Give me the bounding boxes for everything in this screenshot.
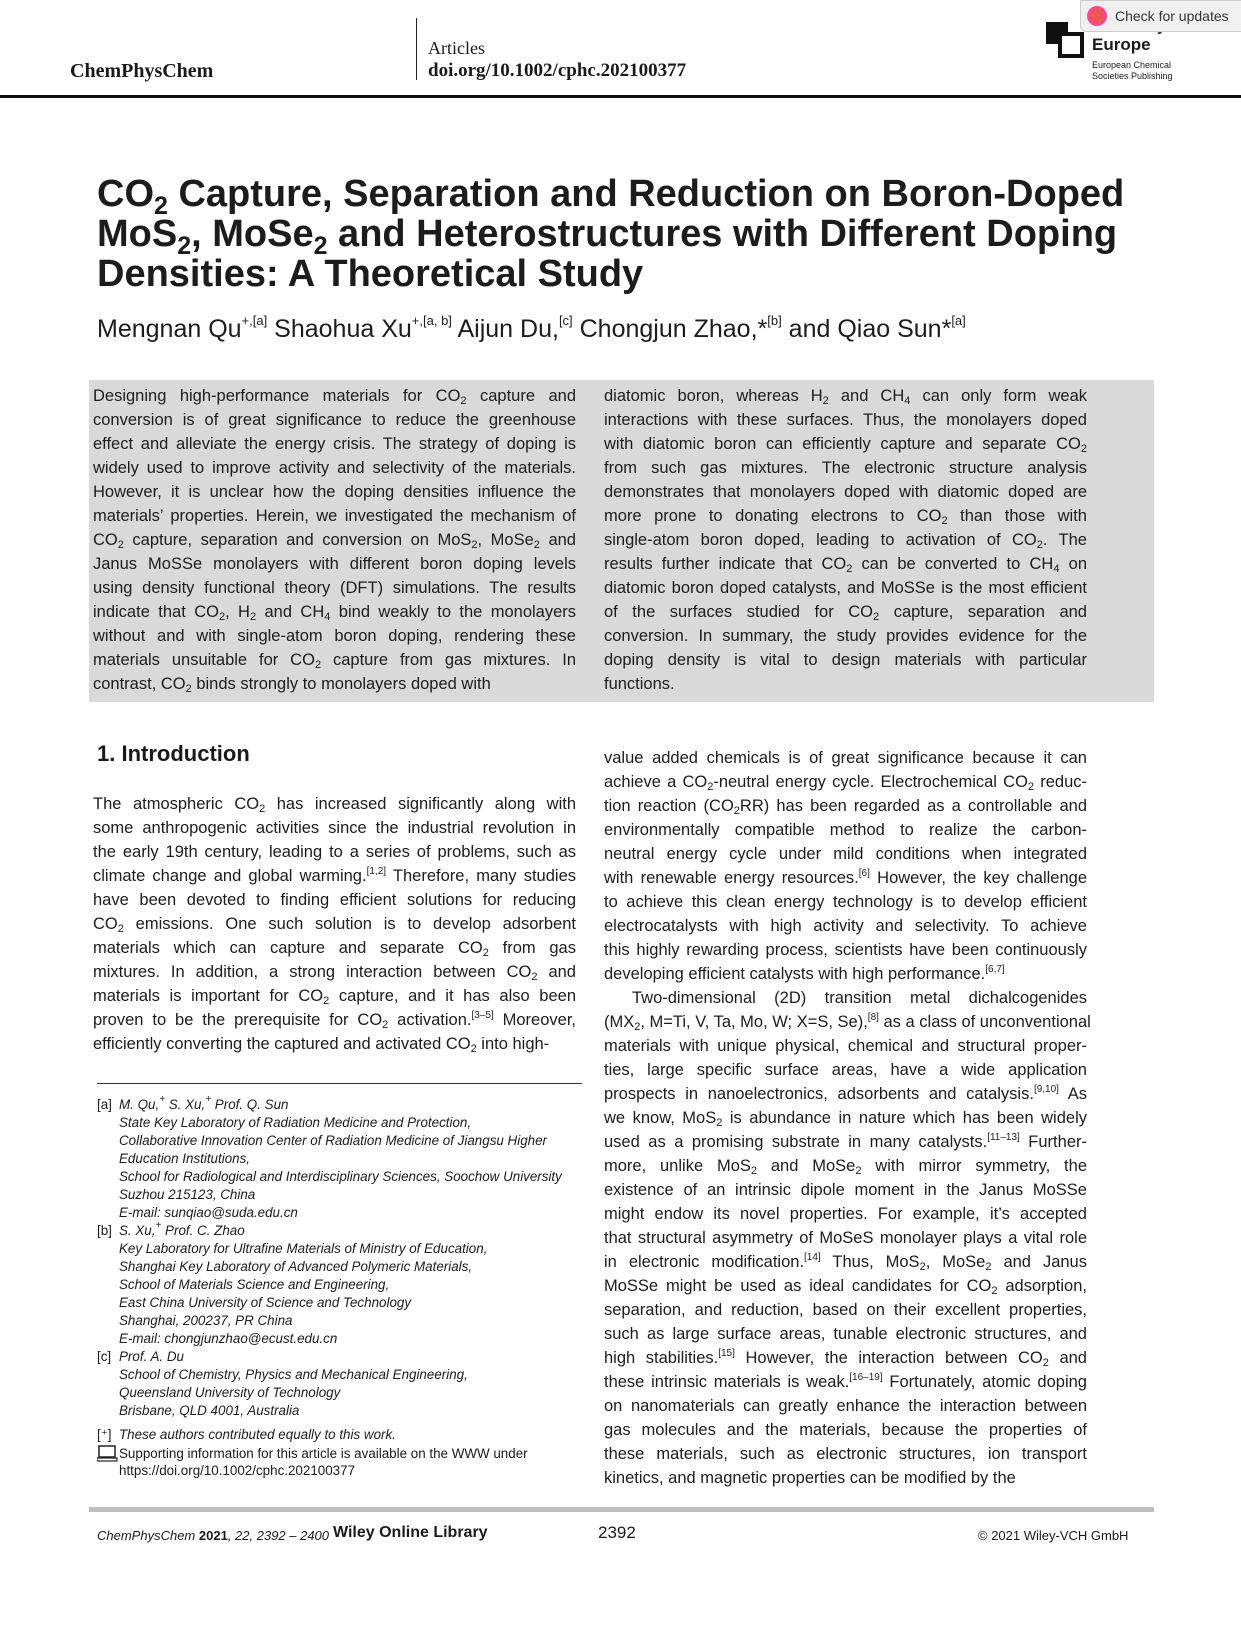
- check-for-updates-button[interactable]: [1080, 0, 1241, 32]
- text-line: existence of an intrinsic dipole moment in the Janus MoSSe: [604, 1181, 1087, 1199]
- text-line: with renewable energy resources.[6] However, the key challenge: [604, 868, 1087, 887]
- text-line: used as a promising substrate in many catalysts.[11–13] Further-: [604, 1132, 1087, 1151]
- footnote-line: School of Materials Science and Engineering,: [119, 1277, 390, 1292]
- footnote-line: School for Radiological and Interdisciplinary Sciences, Soochow University: [119, 1169, 562, 1184]
- footnote-line: Prof. A. Du: [119, 1349, 184, 1364]
- text-line: Janus MoSSe monolayers with different boron doping levels: [93, 555, 576, 573]
- footnote: [97, 1222, 587, 1348]
- text-line: demonstrates that monolayers doped with diatomic doped are: [604, 483, 1087, 501]
- text-line: such as large surface areas, tunable electronic structures, and: [604, 1325, 1087, 1343]
- text-line: these intrinsic materials is weak.[16–19] Fortunately, atomic doping: [604, 1372, 1087, 1391]
- text-line: doping density is vital to design materials with particular: [604, 651, 1087, 669]
- doi-link[interactable]: doi.org/10.1002/cphc.202100377: [428, 60, 687, 81]
- footnote-tag: [a]: [97, 1097, 112, 1112]
- footnote-tag: [b]: [97, 1223, 112, 1238]
- text-line: that structural asymmetry of MoSeS monolayer plays a vital role: [604, 1229, 1087, 1247]
- text-line: single-atom boron doped, leading to activation of $CO_2$. The: [604, 531, 1087, 551]
- text-line: effect and alleviate the energy crisis. The strategy of doping is: [93, 435, 576, 453]
- footnote: [97, 1426, 587, 1444]
- text-line: without and with single-atom boron doping, rendering these: [93, 627, 576, 645]
- email-line[interactable]: E-mail: chongjunzhao@ecust.edu.cn: [119, 1331, 338, 1346]
- computer-icon: [97, 1445, 119, 1463]
- journal-name: ChemPhysChem: [70, 60, 214, 82]
- footnote-line: Suzhou 215123, China: [119, 1187, 256, 1202]
- text-line: this highly rewarding process, scientists have been continuously: [604, 941, 1087, 959]
- text-line: with diatomic boron can efficiently capture and separate $CO_2$: [604, 435, 1087, 455]
- publisher-name-2: Europe: [1092, 35, 1151, 54]
- section-label: Articles: [428, 38, 485, 58]
- text-line: separation, and reduction, based on their excellent properties,: [604, 1301, 1087, 1319]
- publisher-sub-2: Societies Publishing: [1092, 71, 1173, 81]
- text-line: developing efficient catalysts with high performance.[6,7]: [604, 964, 1005, 983]
- text-line: achieve a $CO_2$-neutral energy cycle. Electrochemical $CO_2$ reduc-: [604, 773, 1087, 793]
- text-line: some anthropogenic activities since the industrial revolution in: [93, 819, 576, 837]
- text-line: materials is important for $CO_2$ capture, and it has also been: [93, 987, 576, 1007]
- text-line: environmentally compatible method to realize the carbon-: [604, 821, 1087, 839]
- text-line: from such gas mixtures. The electronic structure analysis: [604, 459, 1087, 477]
- text-line: diatomic boron, whereas $H_2$ and $CH_4$ can only form weak: [604, 387, 1087, 407]
- footnote-line: Queensland University of Technology: [119, 1385, 341, 1400]
- text-line: value added chemicals is of great significance because it can: [604, 749, 1087, 767]
- footnote-tag: [⁺]: [97, 1427, 112, 1442]
- intro-right-column: [604, 746, 1091, 1490]
- footer-citation: [97, 1528, 329, 1543]
- header-rule: [0, 95, 1241, 98]
- author-name[interactable]: Shaohua Xu: [267, 315, 412, 343]
- text-line: prospects in nanoelectronics, adsorbents and catalysis.[9,10] As: [604, 1084, 1087, 1103]
- check-for-updates-label: Check for updates: [1115, 8, 1229, 24]
- section-heading: 1. Introduction: [97, 741, 250, 766]
- text-line: on nanomaterials can greatly enhance the interaction between: [604, 1397, 1087, 1415]
- footnote-rule: [97, 1083, 582, 1084]
- wiley-online-library-link[interactable]: Wiley Online Library: [333, 1524, 488, 1541]
- text-line: materials’ properties. Herein, we investigated the mechanism of: [93, 507, 576, 525]
- text-line: kinetics, and magnetic properties can be modified by the: [604, 1469, 1016, 1487]
- text-line: results further indicate that $CO_2$ can be converted to $CH_4$ on: [604, 555, 1088, 575]
- footnote-tag: [c]: [97, 1349, 112, 1364]
- text-line: functions.: [604, 675, 675, 693]
- text-line: more prone to donating electrons to $CO_2$ than those with: [604, 507, 1087, 527]
- footnote-line: M. Qu,+ S. Xu,+ Prof. Q. Sun: [119, 1094, 289, 1112]
- copyright: © 2021 Wiley-VCH GmbH: [978, 1528, 1129, 1543]
- footnote-line: Brisbane, QLD 4001, Australia: [119, 1403, 300, 1418]
- title-line-3: Densities: A Theoretical Study: [97, 253, 644, 295]
- footer-year: 2021: [198, 1528, 228, 1543]
- text-line: might endow its novel properties. For example, it’s accepted: [604, 1205, 1087, 1223]
- intro-left-column: [93, 792, 576, 1056]
- text-line: MoSSe might be used as ideal candidates for $CO_2$ adsorption,: [604, 1277, 1087, 1297]
- affiliation-footnotes: [97, 1096, 587, 1444]
- footnote-line: Shanghai, 200237, PR China: [119, 1313, 293, 1328]
- footnote-line: Education Institutions,: [119, 1151, 251, 1166]
- text-line: neutral energy cycle under mild conditions when integrated: [604, 845, 1087, 863]
- text-line: gas molecules and the materials, because the properties of: [604, 1421, 1087, 1439]
- text-line: $CO_2$ emissions. One such solution is to develop adsorbent: [93, 915, 576, 935]
- footnote-line: East China University of Science and Technology: [119, 1295, 412, 1310]
- footnote: [97, 1348, 587, 1420]
- text-line: ties, large specific surface areas, have a wide application: [604, 1061, 1087, 1079]
- title-line-1: $CO_2$ Capture, Separation and Reduction on Boron-Doped: [97, 173, 1125, 220]
- text-line: interactions with these surfaces. Thus, the monolayers doped: [604, 411, 1087, 429]
- text-line: However, it is unclear how the doping densities influence the: [93, 483, 576, 501]
- text-line: of the surfaces studied for $CO_2$ capture, separation and: [604, 603, 1087, 623]
- footnote-line: Key Laboratory for Ultrafine Materials of Ministry of Education,: [119, 1241, 488, 1256]
- text-line: these materials, such as electronic structures, ion transport: [604, 1445, 1087, 1463]
- footer-volume-pages: , 22, 2392 – 2400: [227, 1528, 330, 1543]
- supporting-info-link[interactable]: https://doi.org/10.1002/cphc.202100377: [119, 1463, 356, 1478]
- footnote-line: Collaborative Innovation Center of Radiation Medicine of Jiangsu Higher: [119, 1133, 548, 1148]
- text-line: climate change and global warming.[1,2] Therefore, many studies: [93, 866, 576, 885]
- abstract-right-column: [604, 384, 1087, 696]
- text-line: $CO_2$ capture, separation and conversion on MoS$_2$, MoSe$_2$ and: [93, 531, 576, 551]
- page-number: 2392: [598, 1523, 636, 1542]
- email-line[interactable]: E-mail: sunqiao@suda.edu.cn: [119, 1205, 298, 1220]
- text-line: indicate that $CO_2$, $H_2$ and $CH_4$ bind weakly to the monolayers: [93, 603, 577, 623]
- text-line: widely used to improve activity and selectivity of the materials.: [93, 459, 576, 477]
- title-line-2: MoS$_2$, MoSe$_2$ and Heterostructures with Different Doping: [97, 213, 1118, 260]
- text-line: tion reaction $(CO_2RR)$ has been regarded as a controllable and: [604, 797, 1087, 817]
- text-line: the early 19th century, leading to a series of problems, such as: [93, 843, 576, 861]
- publisher-sub-1: European Chemical: [1092, 60, 1172, 70]
- text-line: electrocatalysts with high activity and selectivity. To achieve: [604, 917, 1087, 935]
- text-line: diatomic boron doped catalysts, and MoSSe is the most efficient: [604, 579, 1087, 597]
- text-line: efficiently converting the captured and activated $CO_2$ into high-: [93, 1035, 550, 1055]
- crossmark-icon: [1087, 6, 1107, 26]
- publisher-subtitle: [1092, 60, 1222, 82]
- footnote: [97, 1096, 587, 1222]
- text-line: materials with unique physical, chemical and structural proper-: [604, 1037, 1087, 1055]
- text-line: have been devoted to finding efficient solutions for reducing: [93, 891, 576, 909]
- header-divider: [416, 18, 417, 80]
- abstract-left-column: [93, 384, 576, 696]
- article-title: [97, 174, 1157, 294]
- text-line: to achieve this clean energy technology is to develop efficient: [604, 893, 1087, 911]
- footer-rule: [89, 1507, 1154, 1512]
- footnote-line: School of Chemistry, Physics and Mechanical Engineering,: [119, 1367, 468, 1382]
- footnote-line: These authors contributed equally to this work.: [119, 1427, 396, 1442]
- author-name[interactable]: Chongjun Zhao,*: [572, 315, 768, 343]
- author-name[interactable]: Aijun Du,: [451, 315, 559, 343]
- text-line: proven to be the prerequisite for $CO_2$ activation.[3–5] Moreover,: [93, 1010, 577, 1031]
- author-list: Mengnan $Qu^{+,[a]}$ Shaohua $Xu^{+,[a, b]}$ Aijun Du,[c] Chongjun Zhao,*[b] and Qiao Sun*[a]: [97, 313, 966, 343]
- text-line: high stabilities.[15] However, the interaction between $CO_2$ and: [604, 1348, 1087, 1369]
- text-line: ($MX_2$, M=Ti, V, Ta, Mo, W; X=S, Se),[8] as a class of unconventional: [604, 1012, 1091, 1033]
- text-line: Designing high-performance materials for $CO_2$ capture and: [93, 387, 576, 407]
- text-line: materials unsuitable for $CO_2$ capture from gas mixtures. In: [93, 651, 576, 671]
- supporting-info-text: Supporting information for this article is available on the WWW under: [119, 1446, 528, 1461]
- footnote-line: S. Xu,+ Prof. C. Zhao: [119, 1220, 245, 1238]
- text-line: conversion is of great significance to reduce the greenhouse: [93, 411, 576, 429]
- text-line: contrast, $CO_2$ binds strongly to monolayers doped with: [93, 675, 491, 695]
- text-line: mixtures. In addition, a strong interaction between $CO_2$ and: [93, 963, 576, 983]
- author-name[interactable]: Mengnan Qu: [97, 315, 242, 343]
- text-line: we know, MoS$_2$ is abundance in nature which has been widely: [604, 1109, 1087, 1129]
- text-line: in electronic modification.[14] Thus, MoS$_2$, MoSe$_2$ and Janus: [604, 1252, 1087, 1273]
- text-line: using density functional theory (DFT) simulations. The results: [93, 579, 576, 597]
- text-line: The atmospheric $CO_2$ has increased significantly along with: [93, 795, 576, 815]
- text-line: more, unlike MoS$_2$ and MoSe$_2$ with mirror symmetry, the: [604, 1157, 1087, 1177]
- text-line: materials which can capture and separate $CO_2$ from gas: [93, 939, 576, 959]
- footnote-line: Shanghai Key Laboratory of Advanced Polymeric Materials,: [119, 1259, 473, 1274]
- footer-journal: ChemPhysChem: [97, 1528, 196, 1543]
- author-name[interactable]: and Qiao Sun*: [781, 315, 952, 343]
- text-line: conversion. In summary, the study provides evidence for the: [604, 627, 1087, 645]
- footnote-line: State Key Laboratory of Radiation Medicine and Protection,: [119, 1115, 472, 1130]
- text-line: Two-dimensional (2D) transition metal dichalcogenides: [632, 989, 1087, 1007]
